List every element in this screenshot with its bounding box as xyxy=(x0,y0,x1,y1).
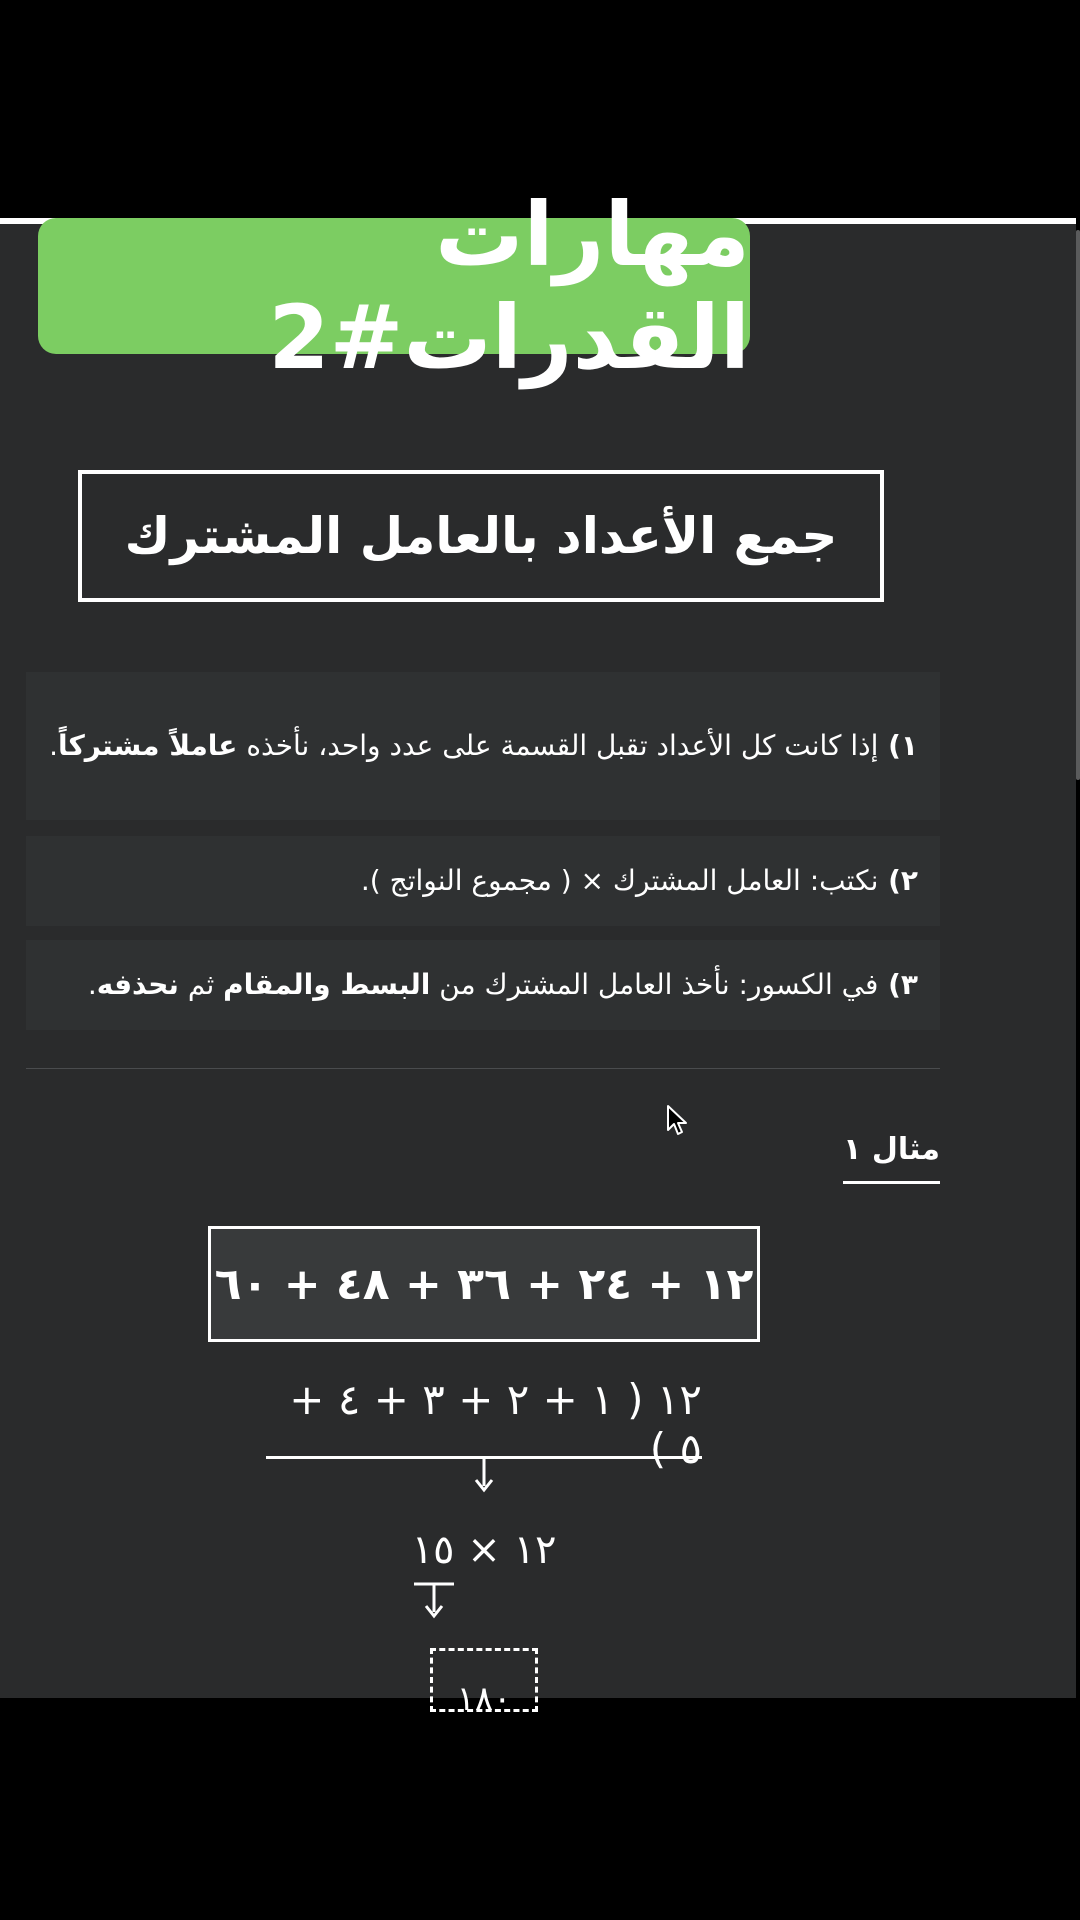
scrollbar[interactable] xyxy=(1076,230,1080,780)
rule-2-text: ٢) نكتب: العامل المشترك × ( مجموع النواتج ). xyxy=(360,864,918,897)
section-divider xyxy=(26,1068,940,1069)
mouse-cursor-icon xyxy=(666,1104,688,1136)
example-title: مثال ١ xyxy=(843,1132,940,1184)
product-expression: ١٢ × ١٥ xyxy=(411,1527,557,1573)
rule-item-2 xyxy=(26,836,940,926)
arrow-down-icon xyxy=(464,1456,504,1496)
rule-item-1 xyxy=(26,672,940,820)
lesson-title: جمع الأعداد بالعامل المشترك xyxy=(78,470,884,602)
series-badge: مهارات القدرات#2 xyxy=(38,218,750,354)
arrow-down-icon xyxy=(414,1582,454,1622)
factored-expression: ١٢ ( ١ + ٢ + ٣ + ٤ + ٥ ) xyxy=(266,1392,702,1459)
example-expression: ١٢ + ٢٤ + ٣٦ + ٤٨ + ٦٠ xyxy=(208,1226,760,1342)
rule-item-3 xyxy=(26,940,940,1030)
answer-box: ١٨٠ xyxy=(430,1648,538,1712)
rule-1-text: ١) إذا كانت كل الأعداد تقبل القسمة على عدد واحد، نأخذه عاملاً مشتركاً. xyxy=(49,729,918,762)
rule-3-text: ٣) في الكسور: نأخذ العامل المشترك من البسط والمقام ثم نحذفه. xyxy=(87,968,918,1001)
